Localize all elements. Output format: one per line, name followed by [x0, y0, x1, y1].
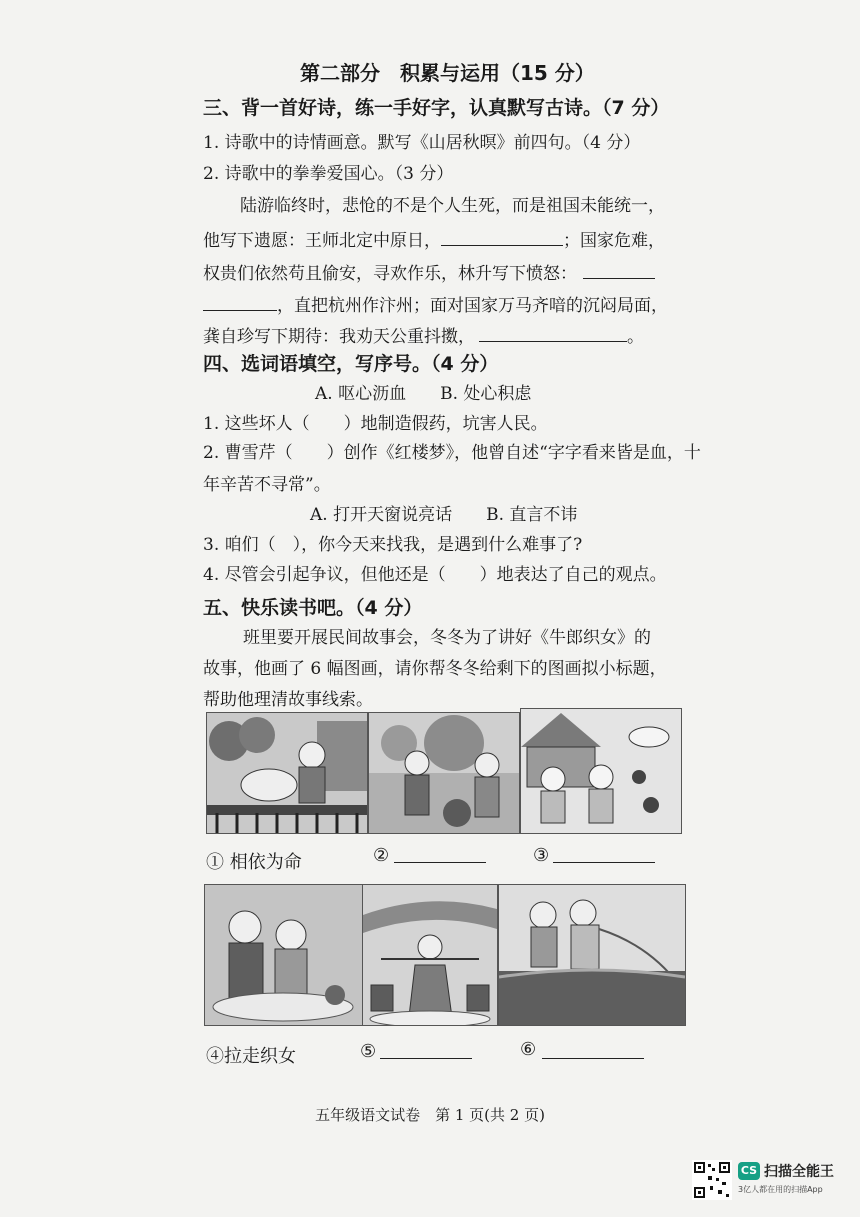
section-3-para-line2	[203, 229, 665, 251]
caption-5-blank[interactable]	[380, 1058, 472, 1059]
caption-1: ① 相依为命	[206, 852, 302, 873]
section-3-para-line5	[203, 325, 644, 347]
section-5-para-1: 班里要开展民间故事会，冬冬为了讲好《牛郎织女》的	[243, 628, 651, 648]
story-picture-1	[206, 712, 368, 834]
story-picture-4	[204, 884, 364, 1026]
story-picture-3	[520, 708, 682, 834]
section-3-heading: 三、背一首好诗，练一手好字，认真默写古诗。（7 分）	[203, 97, 670, 119]
caption-3-blank[interactable]	[553, 862, 655, 863]
section-4-options-2: A. 打开天窗说亮话 B. 直言不讳	[310, 505, 578, 525]
caption-5: ⑤	[360, 1041, 377, 1062]
section-3-para-line4	[203, 294, 668, 316]
caption-6: ⑥	[520, 1039, 537, 1060]
para-text: ；国家危难，	[563, 231, 665, 251]
qr-code-icon	[692, 1160, 732, 1200]
section-5-para-3: 帮助他理清故事线索。	[203, 690, 373, 710]
section-5-para-2: 故事，他画了 6 幅图画，请你帮冬冬给剩下的图画拟小标题，	[203, 659, 667, 679]
page-footer: 五年级语文试卷 第 1 页(共 2 页)	[315, 1106, 545, 1124]
cs-badge: CS	[738, 1162, 760, 1180]
section-4-heading: 四、选词语填空，写序号。（4 分）	[203, 353, 499, 375]
section-4-q4: 4. 尽管会引起争议，但他还是（ ）地表达了自己的观点。	[203, 565, 667, 585]
section-3-q2: 2. 诗歌中的拳拳爱国心。（3 分）	[203, 164, 454, 184]
caption-2: ②	[373, 845, 390, 866]
story-picture-6	[498, 884, 686, 1026]
caption-3: ③	[533, 845, 550, 866]
section-3-para-line1: 陆游临终时，悲怆的不是个人生死，而是祖国未能统一，	[240, 196, 665, 216]
caption-4: ④拉走织女	[206, 1046, 296, 1067]
answer-blank[interactable]	[441, 229, 563, 246]
section-3-q1: 1. 诗歌中的诗情画意。默写《山居秋暝》前四句。（4 分）	[203, 133, 641, 153]
app-name: 扫描全能王	[764, 1164, 834, 1180]
para-text: 权贵们依然苟且偷安，寻欢作乐，林升写下愤怒：	[203, 264, 577, 284]
picture-4-illustration	[205, 885, 363, 1025]
section-4-q2: 2. 曹雪芹（ ）创作《红楼梦》，他曾自述“字字看来皆是血，十	[203, 443, 701, 463]
picture-2-illustration	[369, 713, 519, 833]
para-text: 他写下遗愿：王师北定中原日，	[203, 231, 441, 251]
answer-blank[interactable]	[203, 294, 277, 311]
para-text: ，直把杭州作汴州；面对国家万马齐喑的沉闷局面，	[277, 296, 668, 316]
part-title: 第二部分 积累与运用（15 分）	[300, 61, 595, 85]
app-tagline: 3亿人都在用的扫描App	[738, 1185, 823, 1194]
para-text: 。	[627, 327, 644, 347]
section-4-q3: 3. 咱们（ ），你今天来找我，是遇到什么难事了?	[203, 535, 583, 555]
para-text: 龚自珍写下期待：我劝天公重抖擞，	[203, 327, 475, 347]
picture-3-illustration	[521, 709, 681, 833]
picture-1-illustration	[207, 713, 367, 833]
caption-2-blank[interactable]	[394, 862, 486, 863]
story-picture-2	[368, 712, 520, 834]
story-picture-5	[362, 884, 498, 1026]
section-4-options-1: A. 呕心沥血 B. 处心积虑	[315, 384, 532, 404]
picture-6-illustration	[499, 885, 685, 1025]
caption-6-blank[interactable]	[542, 1058, 644, 1059]
section-4-q2-cont: 年辛苦不寻常”。	[203, 475, 331, 495]
section-5-heading: 五、快乐读书吧。（4 分）	[203, 597, 423, 619]
answer-blank[interactable]	[583, 262, 655, 279]
answer-blank[interactable]	[479, 325, 627, 342]
section-3-para-line3	[203, 262, 655, 284]
picture-5-illustration	[363, 885, 497, 1025]
section-4-q1: 1. 这些坏人（ ）地制造假药，坑害人民。	[203, 414, 548, 434]
